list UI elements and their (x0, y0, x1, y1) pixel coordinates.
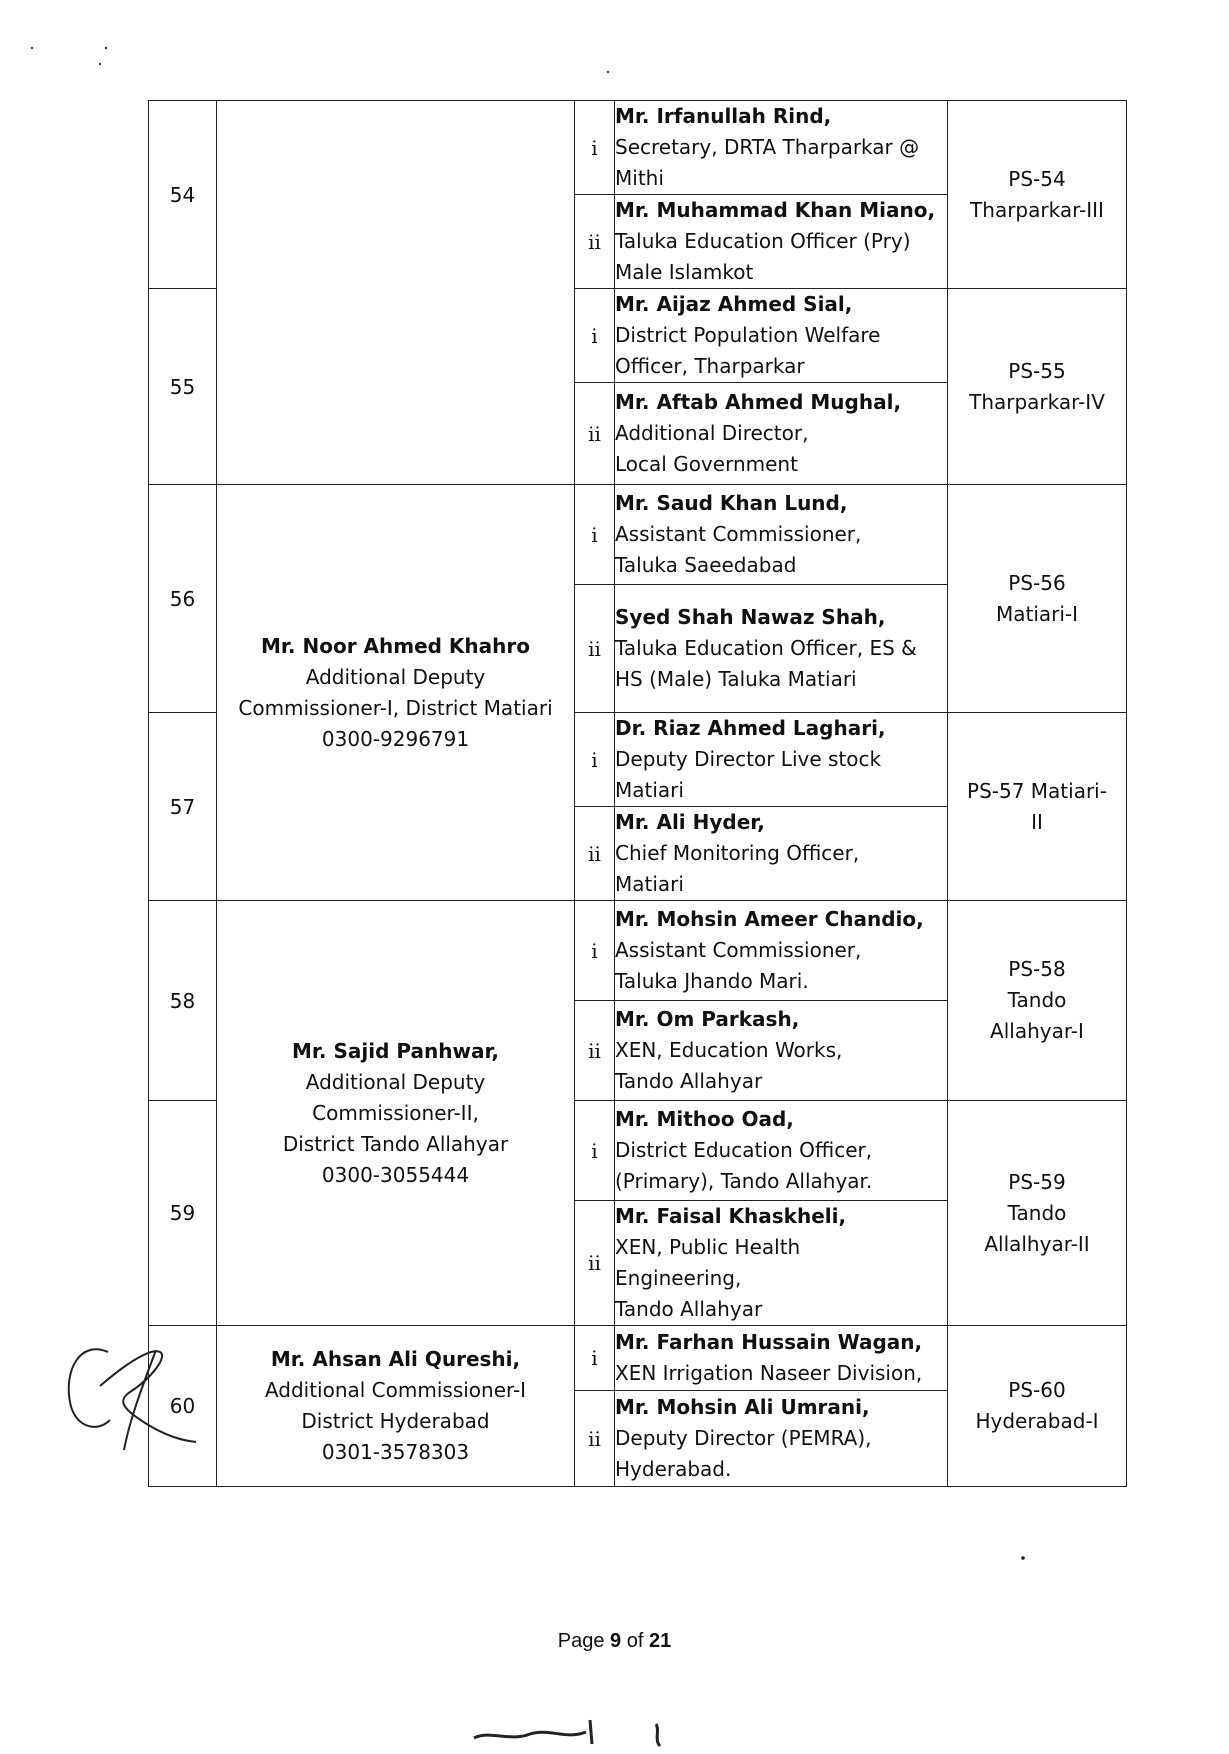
officer-index: i (575, 101, 615, 195)
serial-number: 58 (149, 901, 217, 1101)
officer-name: Syed Shah Nawaz Shah, (615, 605, 886, 629)
serial-number: 57 (149, 713, 217, 901)
officer-name: Mr. Mohsin Ameer Chandio, (615, 907, 924, 931)
officer-details (615, 195, 948, 289)
officer-details (615, 101, 948, 195)
constituency-name: Tando (1007, 1200, 1067, 1225)
returning-officer-cell (217, 901, 575, 1326)
officer-name: Mr. Aftab Ahmed Mughal, (615, 390, 902, 414)
officer-name: Mr. Mithoo Oad, (615, 1107, 794, 1131)
officer-details (615, 1101, 948, 1201)
returning-officer-phone: 0300-9296791 (321, 726, 470, 751)
officer-details (615, 713, 948, 807)
returning-officer-line: Additional Deputy (305, 664, 486, 689)
officer-name: Mr. Mohsin Ali Umrani, (615, 1395, 870, 1419)
officer-index: ii (575, 1201, 615, 1326)
constituency-cell (948, 1101, 1127, 1326)
returning-officer-line: District Tando Allahyar (282, 1131, 509, 1156)
officer-line: District Education Officer, (615, 1138, 873, 1162)
officer-line: District Population Welfare (615, 323, 881, 347)
returning-officer-line: Commissioner-II, (312, 1100, 479, 1125)
constituency-name: Matiari-I (995, 601, 1079, 626)
constituency-name: Allahyar-I (990, 1019, 1084, 1043)
officer-line: Deputy Director (PEMRA), (615, 1426, 872, 1450)
officer-details (615, 1326, 948, 1391)
constituency-cell (948, 713, 1127, 901)
officer-line: Hyderabad. (615, 1457, 732, 1481)
officer-line: XEN, Public Health (615, 1235, 801, 1259)
officer-line: Assistant Commissioner, (615, 938, 862, 962)
officer-line: (Primary), Tando Allahyar. (615, 1169, 873, 1193)
officer-name: Mr. Aijaz Ahmed Sial, (615, 292, 853, 316)
constituency-name: Tando (1007, 988, 1067, 1012)
officer-line: Matiari (615, 778, 684, 802)
page-number-total: 21 (648, 1630, 672, 1652)
serial-number: 59 (149, 1101, 217, 1326)
officer-line: Engineering, (615, 1266, 742, 1290)
page-number-current: 9 (610, 1630, 622, 1652)
officer-line: Taluka Education Officer, ES & (615, 636, 917, 660)
serial-number: 60 (149, 1326, 217, 1487)
officer-line: Mithi (615, 166, 664, 190)
returning-officer-name: Mr. Noor Ahmed Khahro (261, 633, 530, 658)
returning-officer-name: Mr. Sajid Panhwar, (292, 1038, 499, 1063)
officer-details (615, 585, 948, 713)
officer-line: Taluka Education Officer (Pry) (615, 229, 911, 253)
constituency-name: Tharparkar-III (970, 197, 1104, 222)
table-row (149, 485, 1127, 585)
constituency-name: Hyderabad-I (975, 1409, 1099, 1433)
returning-officer-name: Mr. Ahsan Ali Qureshi, (270, 1347, 521, 1371)
officer-line: Male Islamkot (615, 260, 754, 284)
officer-line: Tando Allahyar (615, 1069, 763, 1093)
constituency-cell (948, 289, 1127, 485)
officer-index: ii (575, 807, 615, 901)
table-row (149, 901, 1127, 1001)
officer-index: ii (575, 1391, 615, 1487)
officer-line: Chief Monitoring Officer, (615, 841, 860, 865)
officer-line: HS (Male) Taluka Matiari (615, 667, 857, 691)
officer-line: Taluka Jhando Mari. (615, 969, 809, 993)
officer-line: XEN, Education Works, (615, 1038, 843, 1062)
returning-officer-phone: 0301-3578303 (321, 1440, 470, 1464)
officer-line: Local Government (615, 452, 798, 476)
officer-line: Taluka Saeedabad (615, 553, 797, 577)
returning-officer-cell (217, 1326, 575, 1487)
officer-index: ii (575, 195, 615, 289)
officer-line: Officer, Tharparkar (615, 354, 805, 378)
officer-details (615, 289, 948, 383)
officer-line: Secretary, DRTA Tharparkar @ (615, 135, 920, 159)
table-row (149, 1326, 1127, 1391)
page-number (0, 1630, 1229, 1653)
returning-officer-phone: 0300-3055444 (321, 1162, 470, 1187)
table-row (149, 101, 1127, 195)
returning-officer-line: District Hyderabad (301, 1409, 490, 1433)
officer-index: i (575, 1326, 615, 1391)
constituency-cell (948, 1326, 1127, 1487)
officer-line: XEN Irrigation Naseer Division, (615, 1361, 923, 1385)
constituency-code: PS-60 (1008, 1378, 1066, 1402)
officer-index: i (575, 713, 615, 807)
constituency-cell (948, 101, 1127, 289)
returning-officer-line: Additional Deputy (305, 1069, 486, 1094)
officer-line: Additional Director, (615, 421, 809, 445)
page-number-middle: of (621, 1630, 649, 1652)
returning-officer-line: Commissioner-I, District Matiari (238, 695, 553, 720)
serial-number: 54 (149, 101, 217, 289)
officer-index: ii (575, 585, 615, 713)
officer-index: ii (575, 383, 615, 485)
constituency-code: PS-58 (1008, 957, 1066, 981)
officer-details (615, 901, 948, 1001)
officer-name: Mr. Saud Khan Lund, (615, 491, 848, 515)
officer-index: ii (575, 1001, 615, 1101)
officer-line: Deputy Director Live stock (615, 747, 882, 771)
officer-name: Mr. Om Parkash, (615, 1007, 800, 1031)
officer-name: Mr. Muhammad Khan Miano, (615, 198, 936, 222)
stamp-scribble (470, 1700, 690, 1750)
officer-details (615, 383, 948, 485)
constituency-name: Allalhyar-II (984, 1231, 1090, 1256)
constituency-code: PS-55 (1008, 358, 1066, 383)
officer-index: i (575, 1101, 615, 1201)
officer-details (615, 807, 948, 901)
returning-officer-cell (217, 101, 575, 485)
serial-number: 55 (149, 289, 217, 485)
constituency-cell (948, 485, 1127, 713)
officer-name: Mr. Faisal Khaskheli, (615, 1204, 847, 1228)
officer-index: i (575, 485, 615, 585)
serial-number: 56 (149, 485, 217, 713)
officer-details (615, 1391, 948, 1487)
officer-details (615, 485, 948, 585)
constituency-code: PS-57 Matiari- (967, 778, 1107, 803)
constituency-code: PS-54 (1008, 166, 1066, 191)
constituency-name: Tharparkar-IV (969, 389, 1105, 414)
constituency-code: PS-59 (1008, 1169, 1066, 1194)
officer-name: Mr. Farhan Hussain Wagan, (615, 1330, 923, 1354)
officer-line: Assistant Commissioner, (615, 522, 862, 546)
constituency-cell (948, 901, 1127, 1101)
officer-details (615, 1201, 948, 1326)
officer-line: Matiari (615, 872, 684, 896)
officer-line: Tando Allahyar (615, 1297, 763, 1321)
officer-index: i (575, 289, 615, 383)
officer-name: Mr. Ali Hyder, (615, 810, 765, 834)
constituency-code: PS-56 (1008, 570, 1066, 595)
officer-index: i (575, 901, 615, 1001)
officer-name: Mr. Irfanullah Rind, (615, 104, 832, 128)
returning-officer-line: Additional Commissioner-I (264, 1378, 527, 1402)
constituency-name: II (1031, 809, 1043, 834)
page-number-prefix: Page (557, 1630, 611, 1652)
returning-officer-cell (217, 485, 575, 901)
officer-name: Dr. Riaz Ahmed Laghari, (615, 716, 886, 740)
officer-assignment-table (148, 100, 1127, 1487)
officer-details (615, 1001, 948, 1101)
